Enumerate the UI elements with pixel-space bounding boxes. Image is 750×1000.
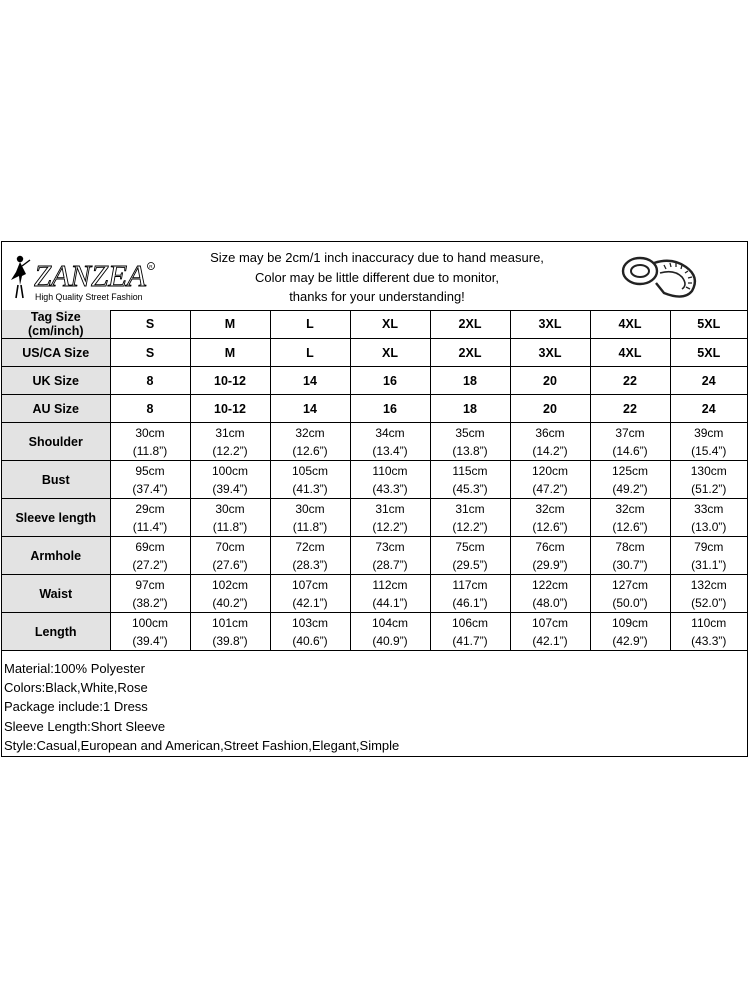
size-cell: 16 xyxy=(350,367,430,395)
table-row xyxy=(2,367,747,395)
measurement-cell xyxy=(670,613,747,651)
inch-value: (29.9”) xyxy=(532,557,568,572)
measurement-cell xyxy=(510,499,590,537)
size-cell: 24 xyxy=(670,367,747,395)
row-label: Tag Size (cm/inch) xyxy=(2,310,110,339)
cm-value: 107cm xyxy=(291,577,329,592)
table-row xyxy=(2,499,747,537)
cm-value: 117cm xyxy=(452,577,488,592)
cm-value: 95cm xyxy=(135,463,165,478)
cm-value: 109cm xyxy=(611,615,649,630)
cm-value: 73cm xyxy=(375,539,405,554)
inch-value: (28.7”) xyxy=(372,557,408,572)
measurement-cell xyxy=(270,575,350,613)
measurement-cell xyxy=(510,423,590,461)
table-row xyxy=(2,613,747,651)
size-cell: 24 xyxy=(670,395,747,423)
row-label: Length xyxy=(2,613,110,651)
notice-line: Color may be little different due to monitor, xyxy=(255,269,499,285)
inch-value: (48.0”) xyxy=(532,595,568,610)
inch-value: (51.2”) xyxy=(691,481,727,496)
size-cell: M xyxy=(190,339,270,367)
row-label: Armhole xyxy=(2,537,110,575)
measurement-cell xyxy=(110,461,190,499)
measurement-cell xyxy=(670,575,747,613)
row-label: Bust xyxy=(2,461,110,499)
inch-value: (40.2”) xyxy=(212,595,248,610)
brand-name: ZANZEA xyxy=(34,258,146,293)
size-cell: 14 xyxy=(270,367,350,395)
measurement-cell xyxy=(590,613,670,651)
cm-value: 78cm xyxy=(615,539,645,554)
measurement-cell xyxy=(670,423,747,461)
size-cell: 8 xyxy=(110,367,190,395)
table-row xyxy=(2,339,747,367)
measurement-cell xyxy=(190,499,270,537)
size-header-cell: S xyxy=(110,310,190,339)
measurement-cell xyxy=(590,575,670,613)
cm-value: 37cm xyxy=(615,425,645,440)
measurement-cell xyxy=(350,613,430,651)
cm-value: 30cm xyxy=(295,501,325,516)
size-cell: 14 xyxy=(270,395,350,423)
spec-line: Package include:1 Dress xyxy=(4,699,148,715)
size-cell: 20 xyxy=(510,367,590,395)
size-chart xyxy=(1,241,748,757)
cm-value: 110cm xyxy=(691,615,727,630)
inch-value: (39.4”) xyxy=(212,481,248,496)
cm-value: 30cm xyxy=(215,501,245,516)
measurement-cell xyxy=(270,461,350,499)
measurement-cell xyxy=(510,537,590,575)
row-label: UK Size xyxy=(2,367,110,395)
size-cell: 5XL xyxy=(670,339,747,367)
measurement-cell xyxy=(350,461,430,499)
inch-value: (39.4”) xyxy=(132,633,168,648)
measurement-cell xyxy=(350,575,430,613)
inch-value: (38.2”) xyxy=(132,595,168,610)
spec-line: Material:100% Polyester xyxy=(4,661,145,676)
measurement-cell xyxy=(670,461,747,499)
size-header-cell: XL xyxy=(350,310,430,339)
dress-figure-icon xyxy=(8,250,158,304)
table-row xyxy=(2,423,747,461)
inch-value: (12.2”) xyxy=(452,519,488,534)
cm-value: 127cm xyxy=(611,577,649,592)
notice-line: thanks for your understanding! xyxy=(289,289,465,304)
chart-header xyxy=(2,242,747,311)
inch-value: (13.4”) xyxy=(372,443,408,458)
measurement-cell xyxy=(430,575,510,613)
measurement-cell xyxy=(510,461,590,499)
inch-value: (28.3”) xyxy=(292,557,328,572)
measurement-cell xyxy=(430,423,510,461)
cm-value: 132cm xyxy=(690,577,727,592)
cm-value: 101cm xyxy=(211,615,249,630)
table-row xyxy=(2,395,747,423)
cm-value: 97cm xyxy=(135,577,165,592)
cm-value: 115cm xyxy=(452,463,488,478)
brand-tagline: High Quality Street Fashion xyxy=(35,292,143,302)
notice-line: Size may be 2cm/1 inch inaccuracy due to hand measure, xyxy=(210,250,544,265)
inch-value: (43.3”) xyxy=(691,633,727,648)
measurement-cell xyxy=(270,499,350,537)
size-cell: 2XL xyxy=(430,339,510,367)
measurement-cell xyxy=(190,613,270,651)
inch-value: (42.1”) xyxy=(532,633,568,648)
size-cell: 22 xyxy=(590,395,670,423)
measurement-cell xyxy=(430,537,510,575)
inch-value: (43.3”) xyxy=(372,481,408,496)
measurement-cell xyxy=(590,423,670,461)
inch-value: (30.7”) xyxy=(612,557,648,572)
size-cell: 16 xyxy=(350,395,430,423)
table-row xyxy=(2,461,747,499)
cm-value: 32cm xyxy=(535,501,565,516)
inch-value: (14.2”) xyxy=(532,443,568,458)
cm-value: 122cm xyxy=(531,577,569,592)
spec-line: Style:Casual,European and American,Street Fashion,Elegant,Simple xyxy=(4,737,400,753)
cm-value: 76cm xyxy=(535,539,565,554)
measurement-cell xyxy=(110,537,190,575)
measurement-cell xyxy=(270,423,350,461)
cm-value: 100cm xyxy=(131,615,169,630)
cm-value: 31cm xyxy=(455,501,485,516)
cm-value: 70cm xyxy=(215,539,245,554)
measurement-cell xyxy=(110,575,190,613)
cm-value: 34cm xyxy=(375,425,405,440)
cm-value: 100cm xyxy=(211,463,249,478)
inch-value: (11.8”) xyxy=(132,443,168,458)
inch-value: (27.6”) xyxy=(212,557,248,572)
measurement-cell xyxy=(430,613,510,651)
table-row xyxy=(2,537,747,575)
cm-value: 39cm xyxy=(694,425,724,440)
cm-value: 102cm xyxy=(211,577,249,592)
measurement-cell xyxy=(670,537,747,575)
size-cell: 18 xyxy=(430,395,510,423)
measurement-cell xyxy=(430,461,510,499)
cm-value: 29cm xyxy=(135,501,165,516)
inch-value: (37.4”) xyxy=(132,481,168,496)
inch-value: (45.3”) xyxy=(452,481,488,496)
inch-value: (40.9”) xyxy=(372,633,408,648)
measurement-cell xyxy=(590,537,670,575)
inch-value: (11.8”) xyxy=(292,519,328,534)
cm-value: 107cm xyxy=(531,615,569,630)
size-notice xyxy=(177,248,577,307)
cm-value: 32cm xyxy=(295,425,325,440)
inch-value: (40.6”) xyxy=(292,633,328,648)
size-header-cell: 3XL xyxy=(510,310,590,339)
measurement-cell xyxy=(510,613,590,651)
size-cell: 18 xyxy=(430,367,510,395)
size-cell: L xyxy=(270,339,350,367)
inch-value: (50.0”) xyxy=(612,595,648,610)
row-label: AU Size xyxy=(2,395,110,423)
cm-value: 104cm xyxy=(371,615,409,630)
size-cell: 20 xyxy=(510,395,590,423)
measurement-cell xyxy=(350,499,430,537)
inch-value: (12.2”) xyxy=(212,443,248,458)
size-header-cell: L xyxy=(270,310,350,339)
inch-value: (46.1”) xyxy=(452,595,488,610)
measurement-cell xyxy=(110,613,190,651)
size-header-cell: 2XL xyxy=(430,310,510,339)
inch-value: (31.1”) xyxy=(691,557,727,572)
size-cell: 10-12 xyxy=(190,395,270,423)
measurement-cell xyxy=(270,613,350,651)
size-header-cell: M xyxy=(190,310,270,339)
measurement-cell xyxy=(510,575,590,613)
size-cell: 10-12 xyxy=(190,367,270,395)
size-cell: 3XL xyxy=(510,339,590,367)
inch-value: (42.9”) xyxy=(612,633,648,648)
row-label: US/CA Size xyxy=(2,339,110,367)
cm-value: 72cm xyxy=(295,539,325,554)
inch-value: (39.8”) xyxy=(212,633,248,648)
cm-value: 125cm xyxy=(611,463,649,478)
cm-value: 30cm xyxy=(135,425,165,440)
inch-value: (12.6”) xyxy=(532,519,568,534)
cm-value: 79cm xyxy=(694,539,724,554)
inch-value: (44.1”) xyxy=(372,595,408,610)
size-cell: XL xyxy=(350,339,430,367)
inch-value: (49.2”) xyxy=(612,481,648,496)
row-label: Shoulder xyxy=(2,423,110,461)
size-cell: 4XL xyxy=(590,339,670,367)
cm-value: 75cm xyxy=(455,539,485,554)
inch-value: (15.4”) xyxy=(691,443,727,458)
size-cell: 22 xyxy=(590,367,670,395)
spec-line: Colors:Black,White,Rose xyxy=(4,680,148,696)
inch-value: (13.8”) xyxy=(452,443,488,458)
brand-logo xyxy=(8,250,158,304)
inch-value: (47.2”) xyxy=(532,481,568,496)
row-label: Waist xyxy=(2,575,110,613)
measurement-cell xyxy=(670,499,747,537)
measurement-cell xyxy=(350,423,430,461)
svg-text:R: R xyxy=(149,264,153,269)
cm-value: 112cm xyxy=(372,577,408,592)
measurement-cell xyxy=(110,499,190,537)
inch-value: (11.8”) xyxy=(212,519,248,534)
measurement-cell xyxy=(590,461,670,499)
measurement-cell xyxy=(190,423,270,461)
spec-line: Sleeve Length:Short Sleeve xyxy=(4,718,166,734)
cm-value: 130cm xyxy=(690,463,727,478)
row-label: Sleeve length xyxy=(2,499,110,537)
cm-value: 105cm xyxy=(291,463,329,478)
measurement-cell xyxy=(110,423,190,461)
size-cell: S xyxy=(110,339,190,367)
size-header-cell: 5XL xyxy=(670,310,747,339)
inch-value: (14.6”) xyxy=(612,443,648,458)
measurement-cell xyxy=(190,575,270,613)
inch-value: (11.4”) xyxy=(132,519,168,534)
measurement-cell xyxy=(590,499,670,537)
cm-value: 32cm xyxy=(615,501,645,516)
measurement-cell xyxy=(430,499,510,537)
product-specs xyxy=(4,659,399,755)
cm-value: 36cm xyxy=(535,425,565,440)
cm-value: 31cm xyxy=(215,425,245,440)
cm-value: 120cm xyxy=(531,463,569,478)
table-row xyxy=(2,575,747,613)
size-cell: 8 xyxy=(110,395,190,423)
inch-value: (27.2”) xyxy=(132,557,168,572)
cm-value: 35cm xyxy=(455,425,485,440)
inch-value: (12.6”) xyxy=(612,519,648,534)
inch-value: (29.5”) xyxy=(452,557,488,572)
inch-value: (13.0”) xyxy=(691,519,727,534)
measurement-cell xyxy=(190,537,270,575)
table-header-row xyxy=(2,310,747,339)
size-table xyxy=(2,310,747,651)
cm-value: 106cm xyxy=(451,615,489,630)
measurement-cell xyxy=(190,461,270,499)
inch-value: (12.6”) xyxy=(292,443,328,458)
inch-value: (12.2”) xyxy=(372,519,408,534)
size-header-cell: 4XL xyxy=(590,310,670,339)
inch-value: (41.7”) xyxy=(452,633,488,648)
inch-value: (41.3”) xyxy=(292,481,328,496)
measurement-cell xyxy=(350,537,430,575)
inch-value: (42.1”) xyxy=(292,595,328,610)
cm-value: 33cm xyxy=(694,501,724,516)
tape-measure-icon xyxy=(614,245,706,307)
measurement-cell xyxy=(270,537,350,575)
inch-value: (52.0”) xyxy=(691,595,727,610)
cm-value: 110cm xyxy=(372,463,408,478)
cm-value: 103cm xyxy=(291,615,329,630)
cm-value: 31cm xyxy=(375,501,405,516)
cm-value: 69cm xyxy=(135,539,165,554)
